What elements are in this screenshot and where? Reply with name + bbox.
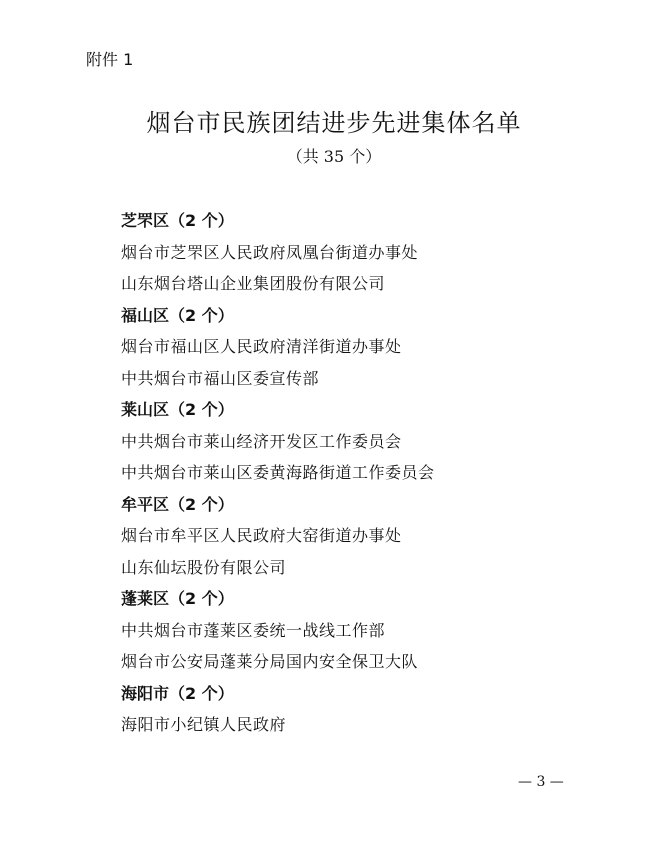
document-subtitle: （共 35 个） xyxy=(286,147,382,166)
list-item: 中共烟台市莱山区委黄海路街道工作委员会 xyxy=(121,463,435,482)
district-heading-penglai: 蓬莱区（2 个） xyxy=(121,589,234,608)
list-item: 海阳市小纪镇人民政府 xyxy=(121,715,287,734)
list-item: 山东烟台塔山企业集团股份有限公司 xyxy=(121,274,386,293)
attachment-label: 附件 1 xyxy=(86,50,134,69)
district-heading-muping: 牟平区（2 个） xyxy=(121,494,234,514)
district-heading-zhifu: 芝罘区（2 个） xyxy=(121,211,234,230)
list-item: 烟台市福山区人民政府清洋街道办事处 xyxy=(121,337,402,356)
list-item: 中共烟台市莱山经济开发区工作委员会 xyxy=(121,431,402,451)
list-item: 山东仙坛股份有限公司 xyxy=(121,557,287,577)
district-heading-haiyang: 海阳市（2 个） xyxy=(121,683,234,703)
list-item: 烟台市芝罘区人民政府凤凰台街道办事处 xyxy=(121,242,419,262)
collective-list xyxy=(121,205,641,741)
list-item: 烟台市公安局蓬莱分局国内安全保卫大队 xyxy=(121,652,419,671)
list-item: 中共烟台市福山区委宣传部 xyxy=(121,368,320,388)
document-title: 烟台市民族团结进步先进集体名单 xyxy=(146,109,522,137)
district-heading-laishan: 莱山区（2 个） xyxy=(121,400,234,419)
page-number: — 3 — xyxy=(518,774,564,790)
list-item: 中共烟台市蓬莱区委统一战线工作部 xyxy=(121,620,386,640)
district-heading-fushan: 福山区（2 个） xyxy=(121,305,234,325)
list-item: 烟台市牟平区人民政府大窑街道办事处 xyxy=(121,526,402,545)
